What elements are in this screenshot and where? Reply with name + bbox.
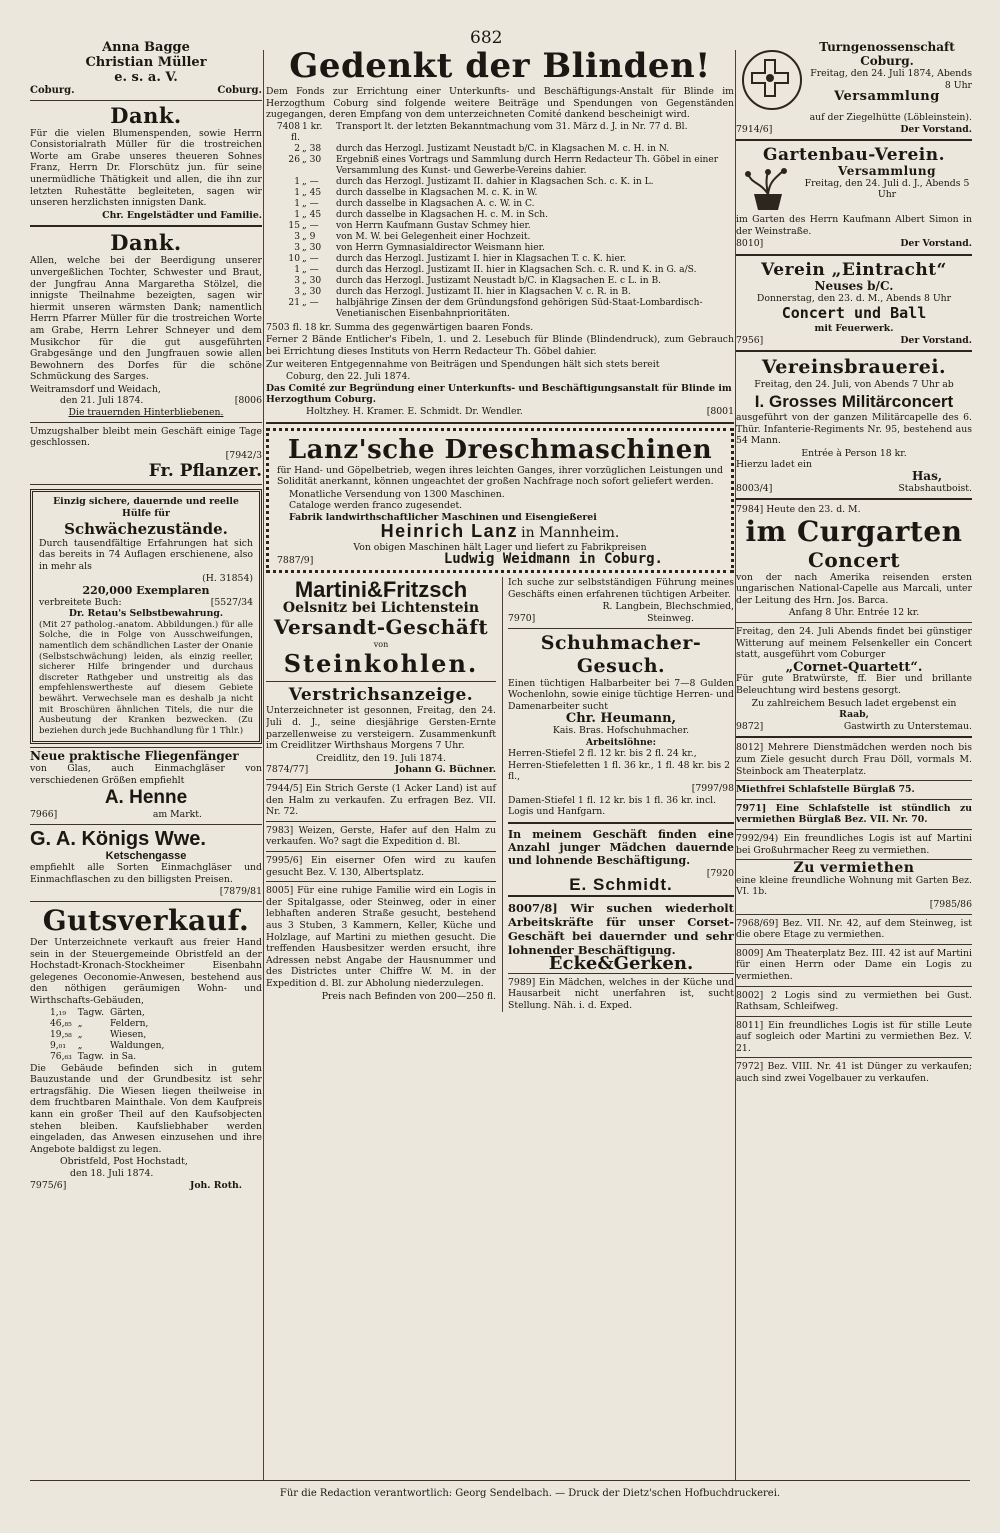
turn-ad	[736, 40, 972, 112]
flowerpot-icon	[740, 168, 796, 216]
merchant-street: Ketschengasse	[105, 849, 187, 862]
eintracht-title: Verein „Eintracht“	[761, 259, 947, 280]
sale-heading: Gutsverkauf.	[42, 904, 250, 938]
name-line: e. s. a. V.	[114, 70, 178, 85]
brewery-date: Freitag, den 24. Juli, von Abends 7 Uhr ab	[754, 379, 954, 391]
manure-text: Bez. VIII. Nr. 41 ist Dünger zu verkaufen; auch sind zwei Vogelbauer zu verkaufen.	[736, 1061, 972, 1085]
thanks-signature: Chr. Engelstädter und Familie.	[102, 209, 262, 221]
donation-cell: „ —	[302, 198, 319, 209]
blind-sum: 7503 fl. 18 kr. Summa des gegenwärtigen baaren Fonds.	[266, 321, 534, 333]
merchant-address: am Markt.	[152, 809, 202, 821]
column-rule	[263, 50, 264, 1480]
donation-cell: 21	[288, 297, 300, 308]
retau-top: Einzig sichere, dauernde und reelle Hülfe für	[53, 496, 239, 520]
donation-cell: 10	[288, 253, 300, 264]
page-number: 682	[470, 28, 503, 48]
auction-signature: Johann G. Büchner.	[394, 764, 496, 776]
notice-signature: Fr. Pflanzer.	[148, 461, 262, 482]
blind-names: Holtzhey. H. Kramer. E. Schmidt. Dr. Wendler.	[306, 405, 523, 417]
donation-cell: durch das Herzogl. Justizamt II. hier in Klagsachen Sch. c. R. und K. in G. a/S.	[336, 264, 697, 275]
ad-number: 7983]	[266, 824, 294, 836]
donation-cell: „ 30	[302, 154, 322, 165]
sleeping-place-text: Miethfrei Schlafstelle Bürglaß 75.	[736, 784, 915, 796]
turn-title: Turngenossenschaft Coburg.	[819, 40, 955, 68]
turn-place: auf der Ziegelhütte (Löbleinstein).	[809, 112, 972, 123]
merchant-name: G. A. Königs Wwe.	[30, 827, 206, 850]
donation-cell: durch dasselbe in Klagsachen H. c. M. in Sch.	[336, 209, 548, 220]
curgarten-text: von der nach Amerika reisenden ersten ungarischen National-Capelle aus Marcali, unter der Leitung des Hrn. Jos. Barca.	[736, 571, 972, 606]
ad-number: [5527/34	[210, 596, 253, 608]
curgarten-event: Concert	[808, 547, 900, 572]
thanks-text: Für die vielen Blumenspenden, sowie Herrn Consistorialrath Müller für die trostreichen Worte am Grabe unseres theueren Sohnes Franz, Herrn Dr. Florschütz jun. für seine unermüdliche Thätigkeit und allen, die ihn zur letzten Ruhestätte begleiteten, sagen wir unseren herzlichsten innigsten Dank.	[30, 127, 262, 209]
lodging-text: Am Theaterplatz Bez. III. 42 ist auf Martini für einen Herrn oder Dame ein Logis zu vermiethen.	[736, 947, 972, 982]
blind-intro: Dem Fonds zur Errichtung einer Unterkunfts- und Beschäftigungs-Anstalt für Blinde im Herzogthum Coburg sind folgende weitere Beiträge und Spendungen von Gegenständen zugegangen, deren Empfang von dem unterzeichneten Comité dankend bescheinigt wird.	[266, 86, 734, 121]
lanz-text: Von obigen Maschinen hält Lager und liefert zu Fabrikpreisen	[353, 542, 647, 554]
footer-rule	[30, 1480, 970, 1481]
donation-cell: 7408 fl.	[276, 121, 300, 143]
donation-row	[266, 221, 734, 232]
donation-cell: Transport lt. der letzten Bekanntmachung vom 31. März d. J. in Nr. 77 d. Bl.	[336, 121, 688, 132]
donation-cell: „ 45	[302, 187, 322, 198]
lodging-text: Ein freundliches Logis ist auf Martini bei Großuhrmacher Reeg zu vermiethen.	[736, 832, 972, 856]
lodging-text: 2 Logis sind zu vermiethen bei Gust. Rathsam, Schleifweg.	[736, 989, 972, 1013]
thanks-text: Allen, welche bei der Beerdigung unserer unvergeßlichen Tochter, Schwester und Braut, der Jungfrau Anna Margaretha Stölzel, die innigste Theilnahme bezeigten, sagen wir hiermit unseren wärmsten Dank; namentlich Herrn Pfarrer Müller für die trostreichen Worte am Grabe, Herrn Lehrer Schneyer und dem Musikchor für die gut ausgeführten Grabgesänge und den Jungfrauen sowie allen Bewohnern des Dorfes für die schöne Schmückung des Sarges.	[30, 255, 262, 383]
donation-cell: „ —	[302, 176, 319, 187]
donation-table	[266, 122, 734, 320]
ad-number: 7989]	[507, 976, 536, 988]
land-cell: 19,₅₈	[50, 1029, 72, 1040]
land-cell: Waldungen,	[109, 1040, 165, 1051]
sleeping-place-text: Eine Schlafstelle ist stündlich zu vermiethen Bürglaß Bez. VII. Nr. 70.	[736, 802, 972, 826]
blind-committee: Das Comité zur Begründung einer Unterkunfts- und Beschäftigungsanstalt für Blinde im Herzogthum Coburg.	[266, 382, 732, 406]
lanz-ad	[266, 428, 734, 574]
ad-number: 7992/94)	[736, 832, 779, 844]
donation-cell: Ergebniß eines Vortrags und Sammlung durch Herrn Redacteur Th. Göbel in einer Versammlung des Kunst- und Gewerbe-Vereins dahier.	[336, 154, 719, 176]
brewery-signature: Has,	[911, 468, 942, 483]
land-row	[50, 1008, 170, 1019]
schmidt-name: E. Schmidt.	[569, 875, 673, 895]
donation-cell: 1	[294, 198, 300, 209]
quartett-address: Gastwirth zu Unterstemau.	[843, 720, 972, 732]
ad-number: [7879/81	[219, 886, 262, 898]
donation-cell: 1	[294, 176, 300, 187]
wage-line: Damen-Stiefel 1 fl. 12 kr. bis 1 fl. 36 kr. incl. Logis und Hanfgarn.	[507, 794, 717, 818]
brewery-entree: Entrée à Person 18 kr.	[801, 447, 907, 459]
place-left: Coburg.	[30, 85, 75, 96]
donation-row	[266, 298, 734, 320]
curgarten-title: im Curgarten	[745, 514, 963, 548]
land-cell: Tagw.	[77, 1051, 104, 1062]
garden-title: Gartenbau-Verein.	[762, 145, 946, 166]
retau-book: Dr. Retau's Selbstbewahrung.	[68, 608, 224, 620]
ad-number: 9872]	[736, 720, 764, 732]
ad-number: 8005]	[266, 885, 294, 897]
donation-row	[266, 232, 734, 243]
garden-date: Freitag, den 24. Juli d. J., Abends 5 Uhr	[804, 177, 970, 201]
eintracht-date: Donnerstag, den 23. d. M., Abends 8 Uhr	[756, 292, 952, 304]
lanz-line: Monatliche Versendung von 1300 Maschinen.	[289, 488, 505, 500]
donation-cell: 3	[294, 231, 300, 242]
quartett-title: „Cornet-Quartett“.	[785, 659, 923, 675]
donation-cell: „ 45	[302, 209, 322, 220]
land-cell: Feldern,	[109, 1018, 149, 1029]
auction-date: Creidlitz, den 19. Juli 1874.	[316, 752, 446, 764]
lanz-title: Lanz'sche Dreschmaschinen	[287, 434, 713, 465]
lanz-text: für Hand- und Göpelbetrieb, wegen ihres leichten Ganges, ihrer vorzüglichen Leistungen und Solidität anerkannt, können ungeachtet der großen Nachfrage noch sofort geliefert werden.	[277, 464, 723, 488]
lanz-line: Cataloge werden franco zugesendet.	[289, 500, 463, 512]
blind-text: Ferner 2 Bände Entlicher's Fibeln, 1. und 2. Lesebuch für Blinde (Blindendruck), zum Gebrauch bei Errichtung dieses Instituts von Herrn Redacteur Th. Göbel dahier.	[266, 334, 734, 357]
wage-line: Herren-Stiefeletten 1 fl. 36 kr., 1 fl. 48 kr. bis 2 fl.,	[507, 759, 731, 783]
ad-number: [8001	[706, 405, 734, 417]
ad-number: 8012]	[736, 742, 764, 754]
donation-row	[266, 155, 734, 177]
maids-text: Mehrere Dienstmädchen werden noch bis zum Ziele gesucht durch Frau Döll, vormals M. Steinbock am Theaterplatz.	[736, 742, 972, 777]
merchant-text: empfiehlt alle Sorten Einmachgläser und Einmachflaschen zu den billigsten Preisen.	[30, 862, 262, 885]
turn-date: Freitag, den 24. Juli 1874, Abends 8 Uhr	[810, 68, 972, 91]
ad-number: [7997/98	[691, 783, 734, 794]
eintracht-signature: Der Vorstand.	[900, 334, 972, 346]
donation-cell: von Herrn Gymnasialdirector Weismann hier.	[336, 242, 545, 253]
worker-text: Ich suche zur selbstständigen Führung meines Geschäfts einen erfahrenen tüchtigen Arbeiter.	[507, 577, 734, 600]
garden-event: Versammlung	[838, 164, 936, 179]
retau-count: 220,000 Exemplaren	[82, 584, 210, 597]
lanz-line: Fabrik landwirthschaftlicher Maschinen und Eisengießerei	[289, 511, 597, 523]
sale-place: Obristfeld, Post Hochstadt,	[60, 1156, 188, 1168]
sale-date: den 18. Juli 1874.	[70, 1167, 154, 1179]
garden-place: im Garten des Herrn Kaufmann Albert Simon in der Weinstraße.	[736, 214, 972, 237]
maid-text: Ein Mädchen, welches in der Küche und Hausarbeit nicht unerfahren ist, sucht Stellung. Näh. i. d. Exped.	[507, 976, 734, 1011]
donation-cell: „ 30	[302, 275, 322, 286]
ad-number: 7984]	[736, 504, 764, 516]
thanks-signature: Die trauernden Hinterbliebenen.	[68, 407, 224, 419]
lanz-city: in Mannheim.	[521, 524, 620, 541]
retau-ad	[30, 489, 262, 744]
donation-cell: von M. W. bei Gelegenheit einer Hochzeit.	[336, 231, 531, 242]
ad-number: 7995/6]	[266, 855, 303, 866]
thanks-place: Weitramsdorf und Weidach,	[30, 383, 161, 395]
brewery-title: Vereinsbrauerei.	[761, 356, 947, 379]
donation-cell: 3	[294, 286, 300, 297]
land-cell: 46,₈₅	[50, 1018, 72, 1029]
turn-event: Versammlung	[834, 89, 940, 105]
donation-cell: 3	[294, 242, 300, 253]
ad-number: 8003/4]	[736, 482, 773, 494]
donation-cell: von Herrn Kaufmann Gustav Schmey hier.	[336, 220, 531, 231]
thanks-date: den 21. Juli 1874.	[60, 395, 144, 407]
land-row	[50, 1041, 170, 1052]
donation-row	[266, 254, 734, 265]
donation-cell: 15	[288, 220, 300, 231]
quartett-name: Raab,	[839, 709, 869, 721]
ad-number: 7970]	[507, 613, 536, 625]
donation-cell: „ 9	[302, 231, 316, 242]
merchant-name: A. Henne	[104, 787, 188, 809]
land-row	[50, 1030, 170, 1041]
donation-row	[266, 243, 734, 254]
martini-title: Martini&Fritzsch	[294, 577, 468, 603]
shoemaker-name: Chr. Heumann,	[565, 711, 677, 727]
lodging-price: Preis nach Befinden von 200—250 fl.	[321, 990, 496, 1002]
land-cell: 76,₆₃	[50, 1051, 72, 1062]
donation-cell: „ —	[302, 253, 319, 264]
quartett-text: Freitag, den 24. Juli Abends findet bei günstiger Witterung auf meinem Felsenkeller ein Concert statt, ausgeführt vom Coburger	[736, 626, 972, 661]
ad-number: [7920	[706, 867, 734, 879]
retau-text: verbreitete Buch:	[39, 596, 122, 608]
land-cell: 9,₀₁	[50, 1040, 66, 1051]
column-left	[30, 40, 262, 1480]
brewery-event: I. Grosses Militärconcert	[754, 391, 954, 411]
ad-number: 7972]	[736, 1061, 764, 1073]
ad-number: 8010]	[736, 238, 764, 250]
eintracht-place: Neuses b/C.	[814, 278, 894, 293]
sale-text: Der Unterzeichnete verkauft aus freier Hand sein in der Steuergemeinde Obristfeld an der Hochstadt-Kronach-Stockheimer Eisenbahn gelegenes Oeconomie-Anwesen, bestehend aus den nöthigen geräumigen Wohn- und Wirthschafts-Gebäuden,	[30, 937, 262, 1007]
ad-number: 7874/77]	[266, 764, 309, 776]
ad-number: 8011]	[736, 1019, 764, 1031]
quartett-text: Für gute Bratwürste, ff. Bier und brillante Beleuchtung wird bestens gesorgt.	[736, 673, 972, 697]
place-right: Coburg.	[217, 85, 262, 96]
donation-cell: 26	[288, 154, 300, 165]
lanz-firm: Heinrich Lanz	[380, 520, 519, 541]
ad-number: 7975/6]	[30, 1179, 67, 1191]
column-middle	[266, 40, 734, 1480]
donation-cell: durch das Herzogl. Justizamt Neustadt b/C. in Klagsachen E. c L. in B.	[336, 275, 662, 286]
martini-sub: Versandt-Geschäft	[273, 614, 489, 639]
turn-signature: Der Vorstand.	[900, 123, 972, 135]
shoemaker-sub: Kais. Bras. Hofschuhmacher.	[552, 725, 690, 737]
donation-row	[266, 276, 734, 287]
footer-imprint: Für die Redaction verantwortlich: Georg Sendelbach. — Druck der Dietz'schen Hofbuchdruckerei.	[279, 1488, 781, 1499]
worker-address: Steinweg.	[647, 613, 694, 625]
floor-text: Bez. VII. Nr. 42, auf dem Steinweg, ist die obere Etage zu vermiethen.	[736, 917, 972, 941]
garden-signature: Der Vorstand.	[900, 238, 972, 250]
flycatcher-title: Neue praktische Fliegenfänger	[30, 749, 239, 764]
blind-text: Zur weiteren Entgegennahme von Beiträgen und Spendungen hält sich stets bereit	[266, 358, 660, 370]
cross-emblem-icon	[742, 50, 802, 110]
donation-cell: halbjährige Zinsen der dem Gründungsfond gehörigen Süd-Staat-Lombardisch-Venetianischen Eisenbahnprioritäten.	[336, 297, 703, 319]
ad-number: 8002]	[736, 989, 764, 1001]
wage-line: Herren-Stiefel 2 fl. 12 kr. bis 2 fl. 24 kr.,	[507, 748, 697, 760]
thanks-heading: Dank.	[110, 230, 182, 256]
auction-text: Unterzeichneter ist gesonnen, Freitag, den 24. Juli d. J., seine diesjährige Gersten-Ernte parzellenweise zu versteigern. Zusammenkunft im Creidlitzer Wirthshaus Morgens 7 Uhr.	[266, 705, 496, 752]
column-right	[736, 40, 972, 1480]
ad-number: 7887/9]	[277, 554, 314, 566]
donation-row	[266, 177, 734, 188]
donation-cell: 1 kr.	[302, 121, 323, 132]
land-cell: in Sa.	[109, 1051, 137, 1062]
curgarten-date: Heute den 23. d. M.	[766, 504, 861, 516]
land-cell: Tagw.	[77, 1007, 104, 1018]
ad-number: [8006	[234, 395, 262, 407]
land-row	[50, 1019, 170, 1030]
donation-cell: 2	[294, 143, 300, 154]
blind-heading: Gedenkt der Blinden!	[289, 46, 711, 86]
retau-text: (Mit 27 patholog.-anatom. Abbildungen.) für alle Solche, die in Folge von Ausschweifungen, namentlich dem schändlichen Laster der Onanie (Selbstschwächung) leiden, als einzig reeller, sicherer Hilfe bringender und durchaus discreter Rathgeber und unstreitig als das empfehlenswertheste auf diesem Gebiete bewährt. Verwechsele man es deshalb ja nicht mit Broschüren ähnlichen Titels, die nur die Ausbeutung der Kranken bezwecken. (Zu beziehen durch jede Buchhandlung für 1 Thlr.)	[39, 619, 253, 736]
donation-cell: „ —	[302, 297, 319, 308]
ad-number: 7944/5]	[266, 783, 303, 795]
barley-text: Ein Strich Gerste (1 Acker Land) ist auf den Halm zu verkaufen. Zu erfragen Bez. VII. Nr. 72.	[266, 783, 496, 818]
brewery-invite: Hierzu ladet ein	[736, 459, 812, 471]
donation-cell: durch das Herzogl. Justizamt I. hier in Klagsachen T. c. K. hier.	[336, 253, 627, 264]
land-cell: Wiesen,	[109, 1029, 147, 1040]
ad-number: 7914/6]	[736, 123, 773, 135]
land-cell: 1,₁₉	[50, 1007, 66, 1018]
martini-von: von	[373, 639, 389, 649]
lodging-text: Für eine ruhige Familie wird ein Logis in der Spitalgasse, oder Steinweg, oder in einer lebhaften anderen Straße gesucht, bestehend aus 3 Stuben, 3 Kammern, Keller, Küche und Holzlage, auf Martini zu miethen gesucht. Die treffenden Hausbesitzer werden ersucht, ihre Adressen nebst Angabe der Hausnummer und des Districtes unter Chiffre W. M. in der Expedition d. Bl. zur Abholung niederzulegen.	[266, 885, 496, 989]
land-cell: „	[77, 1029, 83, 1040]
retau-title: Schwächezustände.	[64, 519, 228, 538]
retau-text: Durch tausendfältige Erfahrungen hat sich das bereits in 74 Auflagen erschienene, also in mehr als	[39, 537, 253, 572]
donation-cell: 1	[294, 264, 300, 275]
schmidt-text: In meinem Geschäft finden eine Anzahl junger Mädchen dauernde und lohnende Beschäftigung.	[507, 827, 734, 867]
sale-signature: Joh. Roth.	[189, 1179, 242, 1191]
donation-cell: durch das Herzogl. Justizamt II. hier in Klagsachen V. c. R. in B.	[336, 286, 631, 297]
quartett-text: Zu zahlreichem Besuch ladet ergebenst ein	[751, 697, 957, 709]
eintracht-extra: mit Feuerwerk.	[814, 323, 894, 335]
land-row	[50, 1052, 170, 1063]
brewery-rank: Stabshautboist.	[898, 482, 972, 494]
donation-cell: 1	[294, 209, 300, 220]
donation-cell: 3	[294, 275, 300, 286]
name-line: Christian Müller	[85, 55, 207, 70]
donation-row	[266, 210, 734, 221]
ad-number: 7966]	[30, 809, 58, 821]
shoemaker-wages: Arbeitslöhne:	[585, 736, 657, 748]
worker-name: R. Langbein, Blechschmied,	[602, 601, 734, 613]
martini-product: Steinkohlen.	[283, 649, 479, 679]
donation-cell: „ —	[302, 264, 319, 275]
auction-title: Verstrichsanzeige.	[288, 685, 474, 706]
eintracht-event: Concert und Ball	[781, 304, 927, 323]
shoemaker-text: Einen tüchtigen Halbarbeiter bei 7—8 Gulden Wochenlohn, sowie einige tüchtige Herren- und Damenarbeiter sucht	[507, 677, 734, 712]
middle-subcolumn-left	[266, 577, 496, 1012]
donation-cell: durch dasselbe in Klagsachen M. c. K. in W.	[336, 187, 538, 198]
ad-number: 8009]	[736, 947, 764, 959]
corset-firm: Ecke&Gerken.	[548, 952, 694, 974]
flycatcher-text: von Glas, auch Einmachgläser von verschiedenen Größen empfiehlt	[30, 762, 262, 786]
ad-number: 7971]	[736, 802, 767, 814]
martini-place: Oelsnitz bei Lichtenstein	[282, 600, 480, 617]
lodging-text: Ein freundliches Logis ist für stille Leute auf sogleich oder Martini zu vermiethen Bez. V. 21.	[736, 1019, 972, 1054]
rent-text: eine kleine freundliche Wohnung mit Garten Bez. VI. 1b.	[736, 874, 972, 898]
brewery-text: ausgeführt von der ganzen Militärcapelle des 6. Thür. Infanterie-Regiments Nr. 95, bestehend aus 54 Mann.	[736, 411, 972, 447]
land-table	[50, 1008, 170, 1063]
land-cell: „	[77, 1040, 83, 1051]
donation-row	[266, 188, 734, 199]
donation-cell: durch das Herzogl. Justizamt II. dahier in Klagsachen Sch. c. K. in L.	[336, 176, 654, 187]
land-cell: „	[77, 1018, 83, 1029]
engagement-names	[30, 40, 262, 85]
name-line: Anna Bagge	[102, 40, 190, 55]
sale-text: Die Gebäude befinden sich in gutem Bauzustande und der Grundbesitz ist sehr ertragsfähig. Die Wiesen liegen theilweise in dem fruchtbaren Mainthale. Von dem Kaufpreis kann ein großer Theil auf den Kaufsobjecten stehen bleiben. Kaufsliebhaber werden eingeladen, das Anwesen einzusehen und ihre Angebote baldigst zu legen.	[30, 1062, 262, 1155]
donation-cell: „ 30	[302, 286, 322, 297]
corset-text: Wir suchen wiederholt Arbeitskräfte für unser Corset-Geschäft bei dauernder und sehr lohnender Beschäftigung.	[507, 900, 734, 957]
rent-title: Zu vermiethen	[793, 860, 915, 877]
blind-date: Coburg, den 22. Juli 1874.	[286, 371, 411, 383]
land-cell: Gärten,	[109, 1007, 145, 1018]
wheat-text: Weizen, Gerste, Hafer auf den Halm zu verkaufen. Wo? sagt die Expedition d. Bl.	[266, 824, 496, 848]
ad-number: 8007/8]	[507, 900, 558, 915]
shoemaker-title: Schuhmacher-Gesuch.	[540, 631, 702, 677]
donation-row	[266, 199, 734, 210]
stove-text: Ein eiserner Ofen wird zu kaufen gesucht Bez. V. 130, Albertsplatz.	[266, 855, 496, 878]
ad-number: 7956]	[736, 334, 764, 346]
donation-row	[266, 144, 734, 155]
donation-cell: „ —	[302, 220, 319, 231]
ad-number: [7985/86	[929, 898, 972, 910]
middle-subcolumn-right	[502, 577, 734, 1012]
donation-row	[266, 287, 734, 298]
ad-number: 7968/69]	[736, 917, 779, 929]
closing-notice: Umzugshalber bleibt mein Geschäft einige Tage geschlossen.	[30, 425, 262, 449]
donation-row	[266, 122, 734, 144]
donation-cell: „ 38	[302, 143, 322, 154]
donation-cell: durch dasselbe in Klagsachen A. c. W. in C.	[336, 198, 535, 209]
lanz-agent: Ludwig Weidmann in Coburg.	[443, 550, 663, 567]
ad-number: [7942/3	[225, 449, 262, 461]
donation-cell: „ 30	[302, 242, 322, 253]
curgarten-time: Anfang 8 Uhr. Entrée 12 kr.	[788, 607, 920, 619]
donation-row	[266, 265, 734, 276]
donation-cell: 1	[294, 187, 300, 198]
donation-cell: durch das Herzogl. Justizamt Neustadt b/C. in Klagsachen M. c. H. in N.	[336, 143, 670, 154]
thanks-heading: Dank.	[110, 102, 182, 128]
ad-number: (H. 31854)	[202, 573, 253, 585]
